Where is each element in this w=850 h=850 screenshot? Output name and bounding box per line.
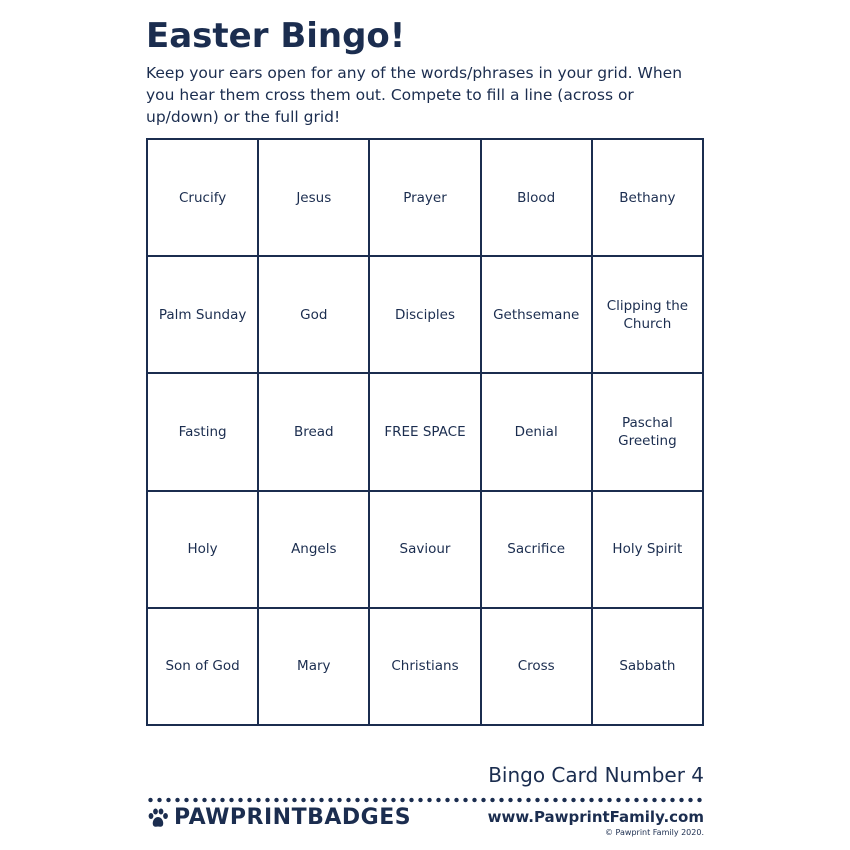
bingo-cell[interactable]: Clipping the Church (593, 257, 704, 374)
bingo-cell[interactable]: Holy Spirit (593, 492, 704, 609)
dotted-divider (146, 797, 704, 803)
bingo-cell[interactable]: Bread (259, 374, 370, 491)
instructions: Keep your ears open for any of the words/phrases in your grid. When you hear them cross them out. Compete to fill a line (across or up/down) or the full grid! (146, 64, 683, 126)
page-title: Easter Bingo! (146, 16, 406, 56)
bingo-cell[interactable]: Angels (259, 492, 370, 609)
bingo-cell[interactable]: Disciples (370, 257, 481, 374)
bingo-cell[interactable]: Palm Sunday (148, 257, 259, 374)
bingo-card-number: Bingo Card Number 4 (488, 763, 704, 787)
bingo-cell[interactable]: Blood (482, 140, 593, 257)
brand-logo (146, 805, 411, 830)
bingo-cell[interactable]: Sabbath (593, 609, 704, 726)
bingo-cell[interactable]: Christians (370, 609, 481, 726)
bingo-cell[interactable]: Cross (482, 609, 593, 726)
bingo-cell[interactable]: Crucify (148, 140, 259, 257)
website-link[interactable]: www.PawprintFamily.com (487, 808, 704, 826)
bingo-cell[interactable]: Bethany (593, 140, 704, 257)
bingo-cell[interactable]: Son of God (148, 609, 259, 726)
bingo-cell[interactable]: Saviour (370, 492, 481, 609)
paw-print-icon (146, 806, 170, 830)
brand-name: PAWPRINTBADGES (174, 805, 412, 830)
bingo-cell[interactable]: Gethsemane (482, 257, 593, 374)
bingo-cell[interactable]: Sacrifice (482, 492, 593, 609)
bingo-cell[interactable]: Paschal Greeting (593, 374, 704, 491)
bingo-cell[interactable]: Prayer (370, 140, 481, 257)
bingo-grid (146, 138, 704, 726)
bingo-cell[interactable]: Denial (482, 374, 593, 491)
bingo-cell[interactable]: Fasting (148, 374, 259, 491)
bingo-cell[interactable]: Mary (259, 609, 370, 726)
free-space-cell[interactable]: FREE SPACE (370, 374, 481, 491)
bingo-cell[interactable]: God (259, 257, 370, 374)
bingo-cell[interactable]: Holy (148, 492, 259, 609)
copyright-notice: © Pawprint Family 2020. (605, 828, 704, 837)
bingo-cell[interactable]: Jesus (259, 140, 370, 257)
